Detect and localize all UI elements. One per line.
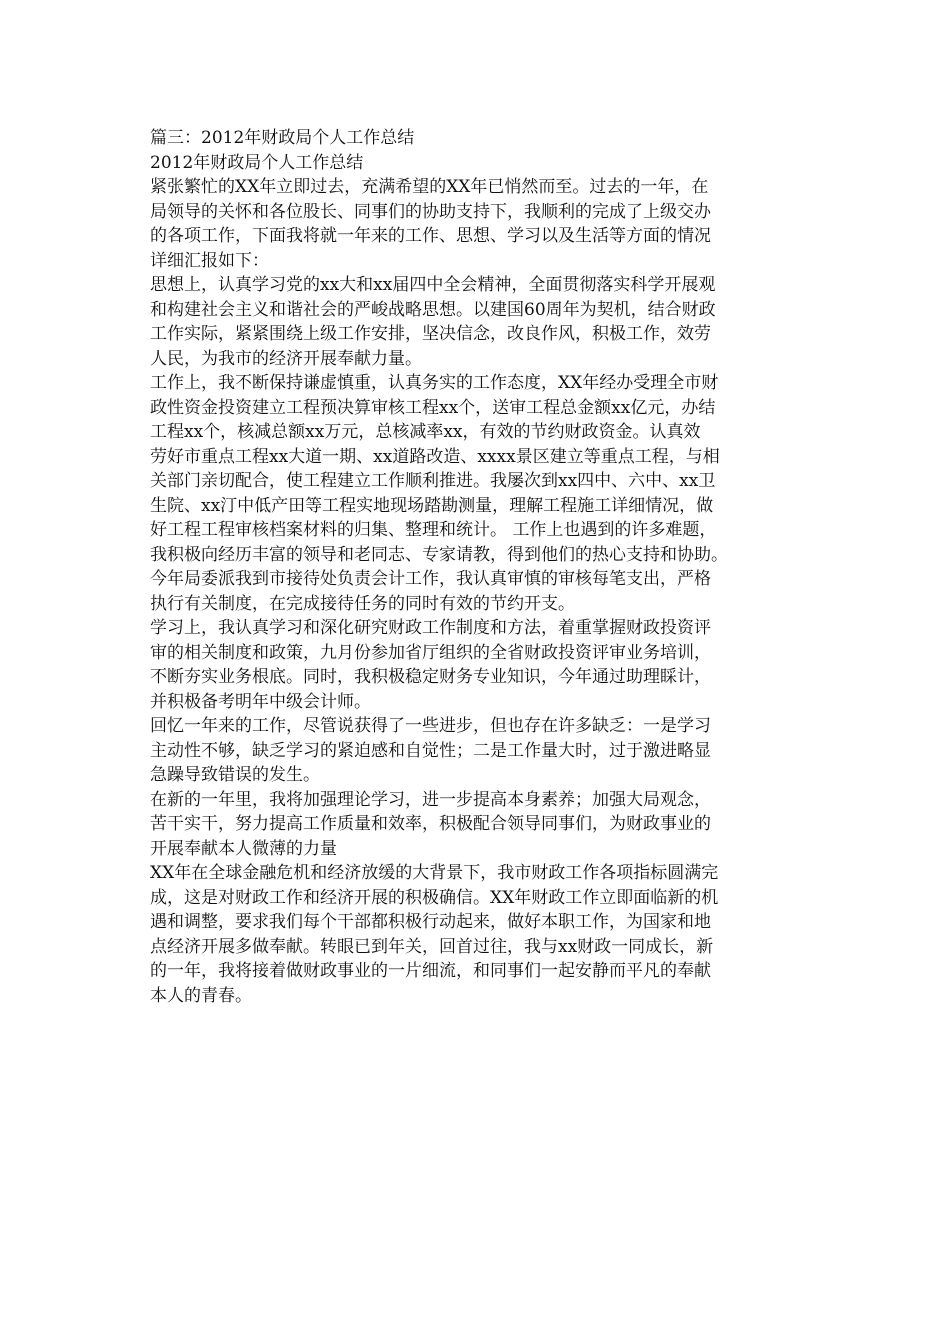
body-line: 在新的一年里，我将加强理论学习，进一步提高本身素养；加强大局观念， (150, 789, 711, 810)
body-line: 并积极备考明年中级会计师。 (150, 691, 371, 712)
body-line: 工作实际，紧紧围绕上级工作安排，坚决信念，改良作风，积极工作，效劳 (150, 324, 711, 344)
body-line: 我积极向经历丰富的领导和老同志、专家请教，得到他们的热心支持和协助。 (150, 544, 728, 565)
body-line: 本人的青春。 (150, 985, 252, 1006)
body-line: 局领导的关怀和各位股长、同事们的协助支持下，我顺利的完成了上级交办 (150, 201, 711, 222)
body-line: 和构建社会主义和谐社会的严峻战略思想。以建国60周年为契机，结合财政 (150, 299, 716, 320)
body-line: 的一年，我将接着做财政事业的一片细流，和同事们一起安静而平凡的奉献 (150, 961, 711, 981)
body-line: 今年局委派我到市接待处负责会计工作，我认真审慎的审核每笔支出，严格 (150, 569, 711, 589)
body-line: 紧张繁忙的XX年立即过去，充满希望的XX年已悄然而至。过去的一年，在 (150, 177, 709, 197)
body-line: 学习上，我认真学习和深化研究财政工作制度和方法，着重掌握财政投资评 (150, 618, 711, 638)
body-line: 执行有关制度，在完成接待任务的同时有效的节约开支。 (150, 593, 575, 614)
body-line: 遇和调整，要求我们每个干部都积极行动起来，做好本职工作，为国家和地 (150, 912, 711, 932)
body-line: 急躁导致错误的发生。 (150, 765, 320, 785)
body-line: 成，这是对财政工作和经济开展的积极确信。XX年财政工作立即面临新的机 (150, 887, 719, 908)
body-line: 点经济开展多做奉献。转眼已到年关，回首过往，我与xx财政一同成长，新 (150, 936, 714, 957)
body-line: 审的相关制度和政策，九月份参加省厅组织的全省财政投资评审业务培训， (150, 642, 711, 663)
body-line: 不断夯实业务根底。同时，我积极稳定财务专业知识，今年通过助理睬计， (150, 667, 711, 687)
document-page (150, 126, 800, 1008)
body-line: 工作上，我不断保持谦虚慎重，认真务实的工作态度，XX年经办受理全市财 (150, 373, 719, 393)
body-line: 好工程工程审核档案材料的归集、整理和统计。 工作上也遇到的许多难题， (150, 520, 717, 540)
body-line: 工程xx个，核减总额xx万元，总核减率xx，有效的节约财政资金。认真效 (150, 422, 701, 442)
body-line: 主动性不够，缺乏学习的紧迫感和自觉性；二是工作量大时，过于激进略显 (150, 740, 711, 761)
body-line: 回忆一年来的工作，尽管说获得了一些进步，但也存在许多缺乏：一是学习 (150, 716, 711, 736)
body-line: 详细汇报如下： (150, 250, 269, 271)
body-line: 开展奉献本人微薄的力量 (150, 838, 337, 859)
body-line: 思想上，认真学习党的xx大和xx届四中全会精神，全面贯彻落实科学开展观 (150, 275, 716, 295)
document-subheading: 2012年财政局个人工作总结 (150, 152, 364, 173)
body-line: 政性资金投资建立工程预决算审核工程xx个，送审工程总金额xx亿元，办结 (150, 397, 716, 418)
body-line: 劳好市重点工程xx大道一期、xx道路改造、xxxx景区建立等重点工程，与相 (150, 446, 720, 467)
body-line: 关部门亲切配合，使工程建立工作顺利推进。我屡次到xx四中、六中、xx卫 (150, 471, 716, 491)
body-line: 生院、xx汀中低产田等工程实地现场踏勘测量，理解工程施工详细情况，做 (150, 495, 714, 516)
body-line: 人民，为我市的经济开展奉献力量。 (150, 348, 422, 369)
body-line: 苦干实干，努力提高工作质量和效率，积极配合领导同事们，为财政事业的 (150, 814, 711, 834)
body-line: 的各项工作，下面我将就一年来的工作、思想、学习以及生活等方面的情况 (150, 226, 711, 246)
document-heading: 篇三：2012年财政局个人工作总结 (150, 128, 415, 148)
body-line: XX年在全球金融危机和经济放缓的大背景下，我市财政工作各项指标圆满完 (150, 863, 719, 883)
